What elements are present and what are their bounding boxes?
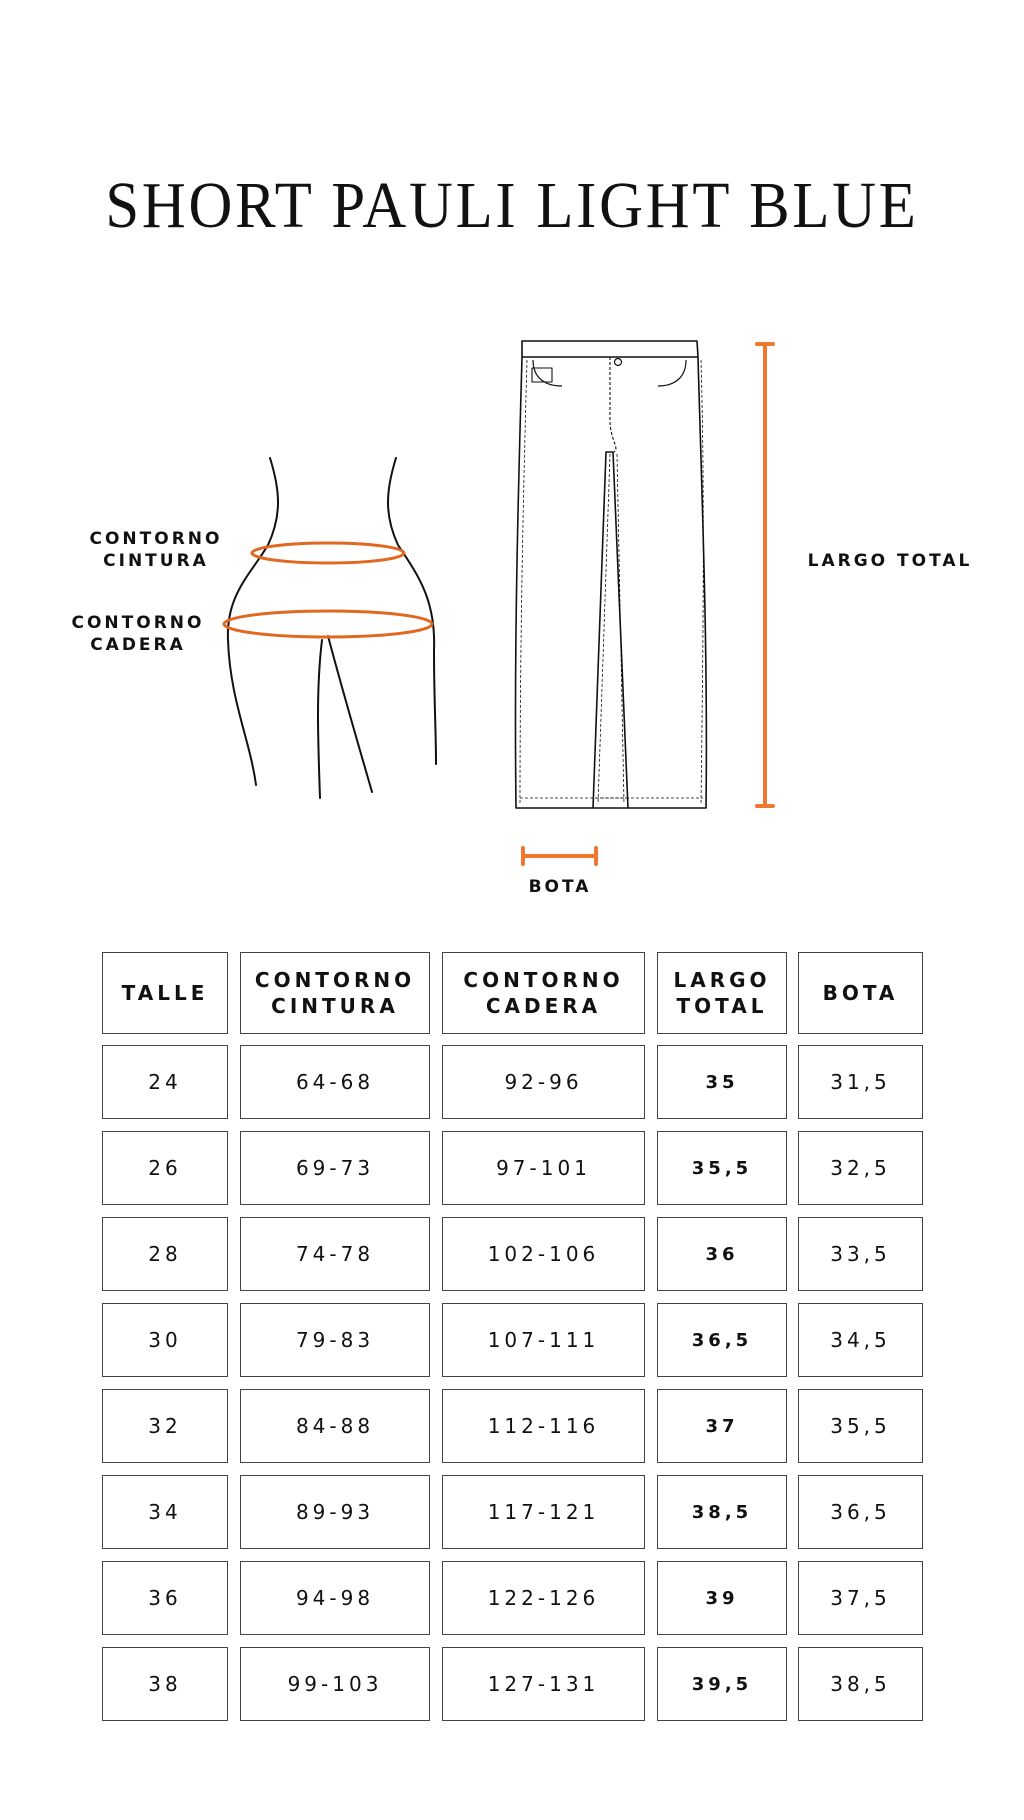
- cell-size: 36: [102, 1561, 228, 1635]
- header-cell-hem: [798, 952, 923, 1034]
- cell-waist: 99-103: [240, 1647, 430, 1721]
- hem-label: BOTA: [528, 877, 592, 897]
- cell-length: 38,5: [657, 1475, 787, 1549]
- hip-measure-icon: [224, 611, 432, 637]
- cell-waist: 94-98: [240, 1561, 430, 1635]
- cell-length: 35: [657, 1045, 787, 1119]
- cell-hip: 117-121: [442, 1475, 645, 1549]
- cell-length: 36: [657, 1217, 787, 1291]
- cell-hip: 112-116: [442, 1389, 645, 1463]
- cell-waist: 74-78: [240, 1217, 430, 1291]
- cell-hem: 38,5: [798, 1647, 923, 1721]
- header-text: LARGO: [673, 968, 771, 992]
- cell-size: 30: [102, 1303, 228, 1377]
- cell-hip: 102-106: [442, 1217, 645, 1291]
- cell-hem: 32,5: [798, 1131, 923, 1205]
- length-label: LARGO TOTAL: [807, 551, 973, 571]
- cell-waist: 89-93: [240, 1475, 430, 1549]
- cell-length: 39,5: [657, 1647, 787, 1721]
- header-text: TALLE: [121, 981, 209, 1005]
- cell-length: 37: [657, 1389, 787, 1463]
- cell-hip: 92-96: [442, 1045, 645, 1119]
- hip-label: [68, 612, 208, 656]
- cell-hem: 36,5: [798, 1475, 923, 1549]
- cell-hem: 31,5: [798, 1045, 923, 1119]
- hem-measure-icon: [523, 848, 596, 864]
- cell-waist: 84-88: [240, 1389, 430, 1463]
- cell-length: 35,5: [657, 1131, 787, 1205]
- cell-size: 32: [102, 1389, 228, 1463]
- header-cell-hip: [442, 952, 645, 1034]
- cell-hip: 107-111: [442, 1303, 645, 1377]
- hip-label-line-1: CONTORNO: [71, 613, 205, 633]
- cell-size: 26: [102, 1131, 228, 1205]
- waist-label-line-1: CONTORNO: [89, 529, 223, 549]
- page-title: SHORT PAULI LIGHT BLUE: [105, 169, 919, 242]
- header-text: CADERA: [485, 994, 602, 1018]
- header-text: CONTORNO: [254, 968, 416, 992]
- cell-hip: 122-126: [442, 1561, 645, 1635]
- header-text: BOTA: [822, 981, 899, 1005]
- cell-size: 34: [102, 1475, 228, 1549]
- waist-label-line-2: CINTURA: [103, 551, 209, 571]
- cell-hem: 35,5: [798, 1389, 923, 1463]
- header-text: CINTURA: [271, 994, 399, 1018]
- cell-hem: 37,5: [798, 1561, 923, 1635]
- body-silhouette-icon: [228, 458, 436, 798]
- cell-length: 39: [657, 1561, 787, 1635]
- cell-hip: 127-131: [442, 1647, 645, 1721]
- waist-label: [86, 528, 226, 572]
- header-text: CONTORNO: [463, 968, 624, 992]
- hip-label-line-2: CADERA: [90, 635, 186, 655]
- cell-waist: 64-68: [240, 1045, 430, 1119]
- header-text: TOTAL: [676, 994, 768, 1018]
- cell-hem: 33,5: [798, 1217, 923, 1291]
- cell-waist: 69-73: [240, 1131, 430, 1205]
- cell-size: 24: [102, 1045, 228, 1119]
- header-cell-waist: [240, 952, 430, 1034]
- header-cell-size: [102, 952, 228, 1034]
- length-measure-icon: [757, 344, 773, 806]
- cell-hip: 97-101: [442, 1131, 645, 1205]
- cell-size: 28: [102, 1217, 228, 1291]
- cell-length: 36,5: [657, 1303, 787, 1377]
- cell-size: 38: [102, 1647, 228, 1721]
- waist-measure-icon: [252, 543, 404, 563]
- cell-waist: 79-83: [240, 1303, 430, 1377]
- jeans-icon: [515, 341, 706, 808]
- header-cell-length: [657, 952, 787, 1034]
- cell-hem: 34,5: [798, 1303, 923, 1377]
